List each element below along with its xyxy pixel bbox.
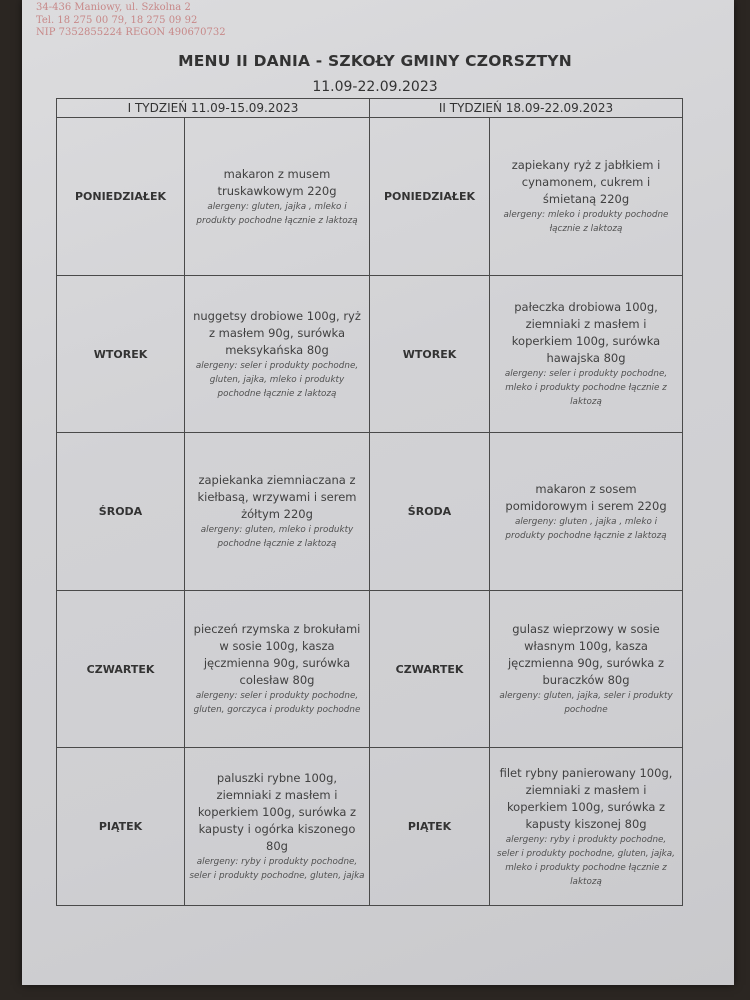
menu-title: MENU II DANIA - SZKOŁY GMINY CZORSZTYN — [178, 52, 572, 70]
day-label: PONIEDZIAŁEK — [370, 118, 490, 276]
table-row — [57, 433, 683, 591]
meal-cell — [185, 118, 370, 276]
day-label: PONIEDZIAŁEK — [57, 118, 185, 276]
dish-text: filet rybny panierowany 100g, ziemniaki z masłem i koperkiem 100g, surówka z kapusty kiszonej 80g — [499, 765, 673, 831]
day-label: CZWARTEK — [370, 590, 490, 748]
stamp-ids: NIP 7352855224 REGON 490670732 — [36, 27, 226, 38]
allergens-text: alergeny: seler i produkty pochodne, mleko i produkty pochodne łącznie z laktozą — [504, 369, 668, 408]
allergens-text: alergeny: seler i produkty pochodne, gluten, jajka, mleko i produkty pochodne łącznie z laktozą — [195, 360, 359, 399]
meal-cell — [185, 748, 370, 906]
dish-text: zapiekany ryż z jabłkiem i cynamonem, cukrem i śmietaną 220g — [511, 158, 661, 207]
day-label: ŚRODA — [57, 433, 185, 591]
dish-text: nuggetsy drobiowe 100g, ryż z masłem 90g, surówka meksykańska 80g — [193, 308, 361, 357]
menu-table — [56, 98, 683, 906]
allergens-text: alergeny: ryby i produkty pochodne, seler i produkty pochodne, gluten, jajka — [189, 857, 365, 882]
allergens-text: alergeny: gluten, jajka , mleko i produkty pochodne łącznie z laktozą — [196, 201, 358, 226]
table-row — [57, 748, 683, 906]
dish-text: paluszki rybne 100g, ziemniaki z masłem i koperkiem 100g, surówka z kapusty i ogórka kiszonego 80g — [197, 771, 357, 854]
meal-cell — [490, 275, 683, 433]
week-2-header: II TYDZIEŃ 18.09-22.09.2023 — [370, 99, 683, 118]
dish-text: makaron z musem truskawkowym 220g — [217, 166, 337, 198]
allergens-text: alergeny: mleko i produkty pochodne łącznie z laktozą — [503, 210, 669, 235]
day-label: CZWARTEK — [57, 590, 185, 748]
allergens-text: alergeny: gluten , jajka , mleko i produkty pochodne łącznie z laktozą — [505, 516, 667, 541]
table-row — [57, 275, 683, 433]
meal-cell — [490, 118, 683, 276]
table-row — [57, 118, 683, 276]
meal-cell — [185, 590, 370, 748]
stamp-phone: Tel. 18 275 00 79, 18 275 09 92 — [36, 14, 198, 26]
week-1-header: I TYDZIEŃ 11.09-15.09.2023 — [57, 99, 370, 118]
allergens-text: alergeny: ryby i produkty pochodne, seler i produkty pochodne, gluten, jajka, mleko i produkty pochodne łącznie z laktozą — [497, 834, 675, 887]
dish-text: pieczeń rzymska z brokułami w sosie 100g, kasza jęczmienna 90g, surówka colesław 80g — [193, 622, 361, 688]
meal-cell — [185, 275, 370, 433]
week-header-row — [57, 99, 683, 118]
allergens-text: alergeny: gluten, mleko i produkty pochodne łącznie z laktozą — [200, 525, 354, 550]
stamp-address: 34-436 Maniowy, ul. Szkolna 2 — [36, 2, 191, 13]
meal-cell — [490, 590, 683, 748]
menu-date-range: 11.09-22.09.2023 — [312, 79, 438, 95]
allergens-text: alergeny: gluten, jajka, seler i produkty pochodne — [499, 691, 673, 716]
meal-cell — [490, 748, 683, 906]
day-label: ŚRODA — [370, 433, 490, 591]
allergens-text: alergeny: seler i produkty pochodne, gluten, gorczyca i produkty pochodne — [193, 691, 361, 716]
day-label: PIĄTEK — [57, 748, 185, 906]
day-label: WTOREK — [370, 275, 490, 433]
dish-text: makaron z sosem pomidorowym i serem 220g — [505, 481, 667, 513]
dish-text: zapiekanka ziemniaczana z kiełbasą, wrzywami i serem żółtym 220g — [197, 473, 357, 522]
day-label: WTOREK — [57, 275, 185, 433]
table-row — [57, 590, 683, 748]
meal-cell — [185, 433, 370, 591]
dish-text: gulasz wieprzowy w sosie własnym 100g, kasza jęczmienna 90g, surówka z buraczków 80g — [507, 622, 665, 688]
school-stamp — [36, 2, 266, 40]
day-label: PIĄTEK — [370, 748, 490, 906]
dish-text: pałeczka drobiowa 100g, ziemniaki z masłem i koperkiem 100g, surówka hawajska 80g — [511, 300, 661, 366]
meal-cell — [490, 433, 683, 591]
